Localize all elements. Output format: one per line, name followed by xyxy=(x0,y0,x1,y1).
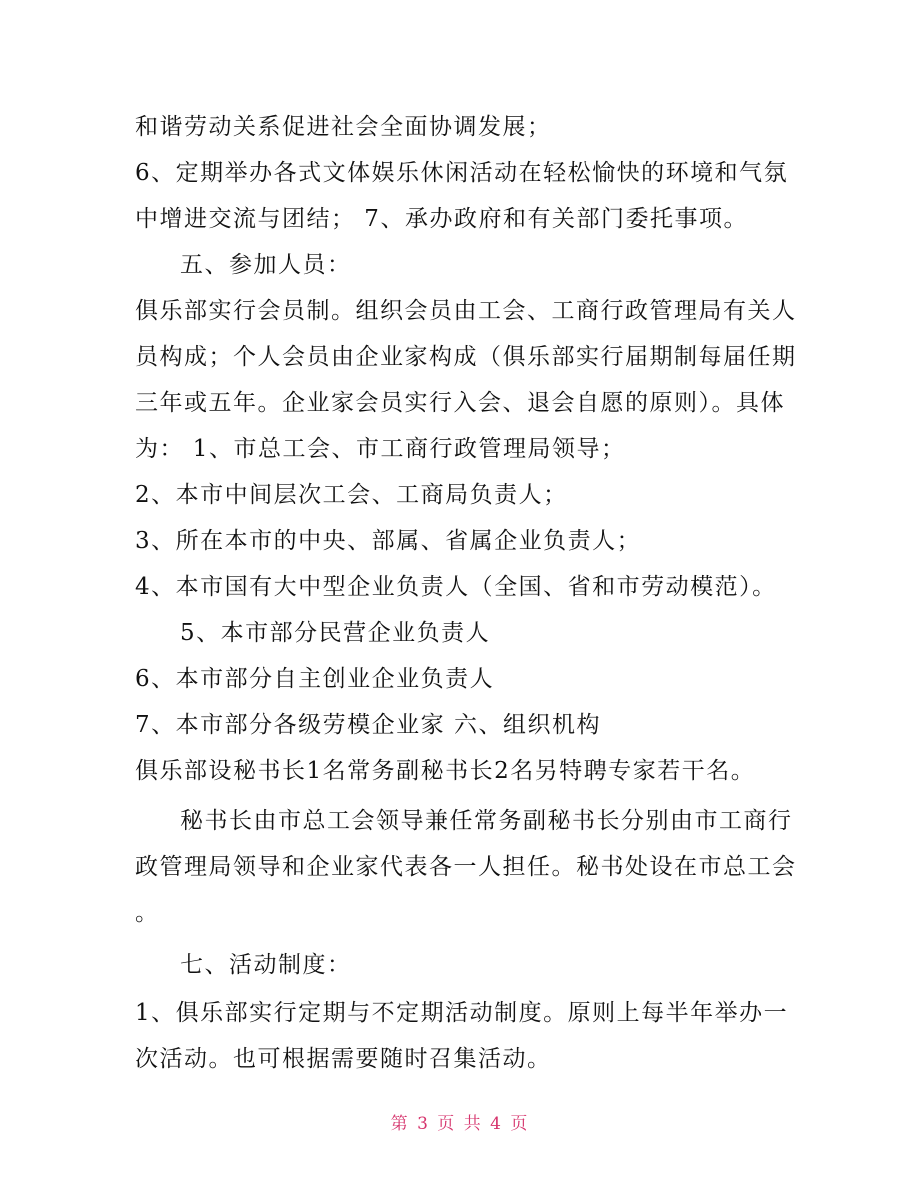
list-item: 2、本市中间层次工会、工商局负责人； xyxy=(135,482,568,508)
list-item: 6、本市部分自主创业企业负责人 xyxy=(135,666,495,692)
body-line: 次活动。也可根据需要随时召集活动。 xyxy=(135,1046,552,1072)
body-line: 中增进交流与团结； 7、承办政府和有关部门委托事项。 xyxy=(135,206,748,232)
list-item: 5、本市部分民营企业负责人 xyxy=(180,620,491,646)
page-number-footer: 第 3 页 共 4 页 xyxy=(390,1114,530,1134)
list-item: 7、本市部分各级劳模企业家 六、组织机构 xyxy=(135,712,601,738)
body-line: 6、定期举办各式文体娱乐休闲活动在轻松愉快的环境和气氛 xyxy=(135,160,789,186)
list-item: 3、所在本市的中央、部属、省属企业负责人； xyxy=(135,528,642,554)
body-line: 三年或五年。企业家会员实行入会、退会自愿的原则）。具体 xyxy=(135,390,785,416)
body-line: 和谐劳动关系促进社会全面协调发展； xyxy=(135,114,552,140)
list-item: 4、本市国有大中型企业负责人（全国、省和市劳动模范）。 xyxy=(135,574,777,600)
body-line: 俱乐部设秘书长1名常务副秘书长2名另特聘专家若干名。 xyxy=(135,758,756,784)
body-line: 政管理局领导和企业家代表各一人担任。秘书处设在市总工会 xyxy=(135,854,797,880)
body-line: 。 xyxy=(135,900,160,926)
body-line: 俱乐部实行会员制。组织会员由工会、工商行政管理局有关人 xyxy=(135,298,797,324)
body-line: 为： 1、市总工会、市工商行政管理局领导； xyxy=(135,436,626,462)
section-heading: 五、参加人员： xyxy=(180,252,352,278)
body-line: 员构成；个人会员由企业家构成（俱乐部实行届期制每届任期 xyxy=(135,344,797,370)
body-line: 1、俱乐部实行定期与不定期活动制度。原则上每半年举办一 xyxy=(135,1000,789,1026)
section-heading: 七、活动制度： xyxy=(180,952,352,978)
body-line: 秘书长由市总工会领导兼任常务副秘书长分别由市工商行 xyxy=(180,808,793,834)
